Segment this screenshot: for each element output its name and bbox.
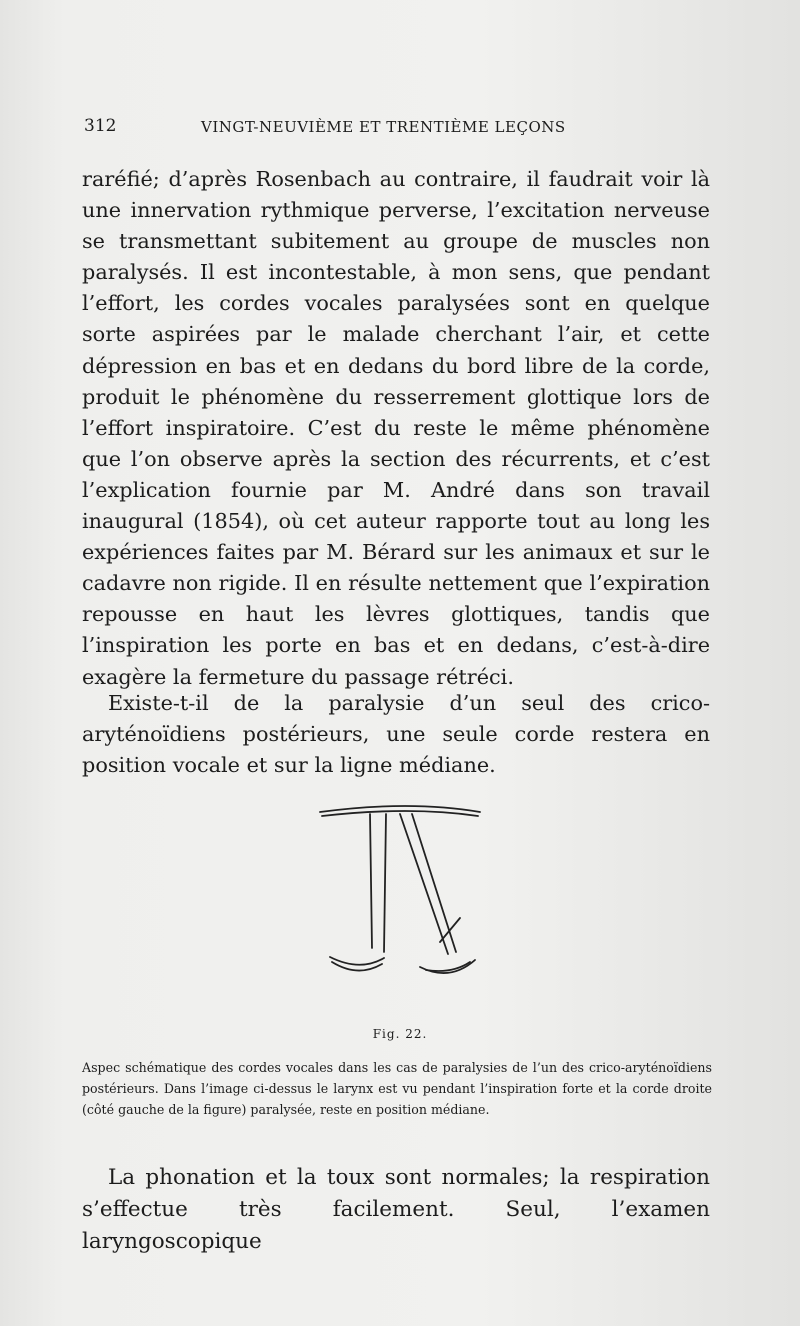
page-header (84, 116, 710, 140)
larynx-figure (300, 802, 510, 992)
figure-caption-text: Aspec schématique des cordes vocales dans les cas de paralysies de l’un des crico-aryténoïdiens postérieurs. Dans l’image ci-dessus le larynx est vu pendant l’inspiration forte et la corde droite (côté gauche de la figure) paralysée, reste en position médiane. (82, 1060, 712, 1117)
body-paragraph: Existe-t-il de la paralysie d’un seul des crico-aryténoïdiens postérieurs, une seule corde restera en position vocale et sur la ligne médiane. (82, 691, 710, 778)
vocal-cords-diagram (300, 802, 510, 992)
figure-caption (82, 1057, 712, 1120)
running-head: VINGT-NEUVIÈME ET TRENTIÈME LEÇONS (201, 118, 566, 136)
body-paragraph: raréfié; d’après Rosenbach au contraire, il faudrait voir là une innervation rythmique perverse, l’excitation nerveuse se transmettant subitement au groupe de muscles non paralysés. Il est incontestable, à mon sens, que pendant l’effort, les cordes vocales paralysées sont en quelque sorte aspirées par le malade cherchant l’air, et cette dépression en bas et en dedans du bord libre de la corde, produit le phénomène du resserrement glottique lors de l’effort inspiratoire. C’est du reste le même phénomène que l’on observe après la section des récurrents, et c’est l’explication fournie par M. André dans son travail inaugural (1854), où cet auteur rapporte tout au long les expériences faites par M. Bérard sur les animaux et sur le cadavre non rigide. Il en résulte nettement que l’expiration repousse en haut les lèvres glottiques, tandis que l’inspiration les porte en bas et en dedans, c’est-à-dire exagère la fermeture du passage rétréci. (82, 167, 710, 689)
body-paragraph: La phonation et la toux sont normales; la respiration s’effectue très facilement. Seul, l’examen laryngoscopique (82, 1165, 710, 1254)
figure-label: Fig. 22. (372, 1027, 428, 1041)
moving-cord-line (400, 814, 448, 954)
paralysed-cord-line (370, 814, 372, 948)
page-number: 312 (84, 116, 117, 136)
arytenoid-left (330, 957, 384, 965)
